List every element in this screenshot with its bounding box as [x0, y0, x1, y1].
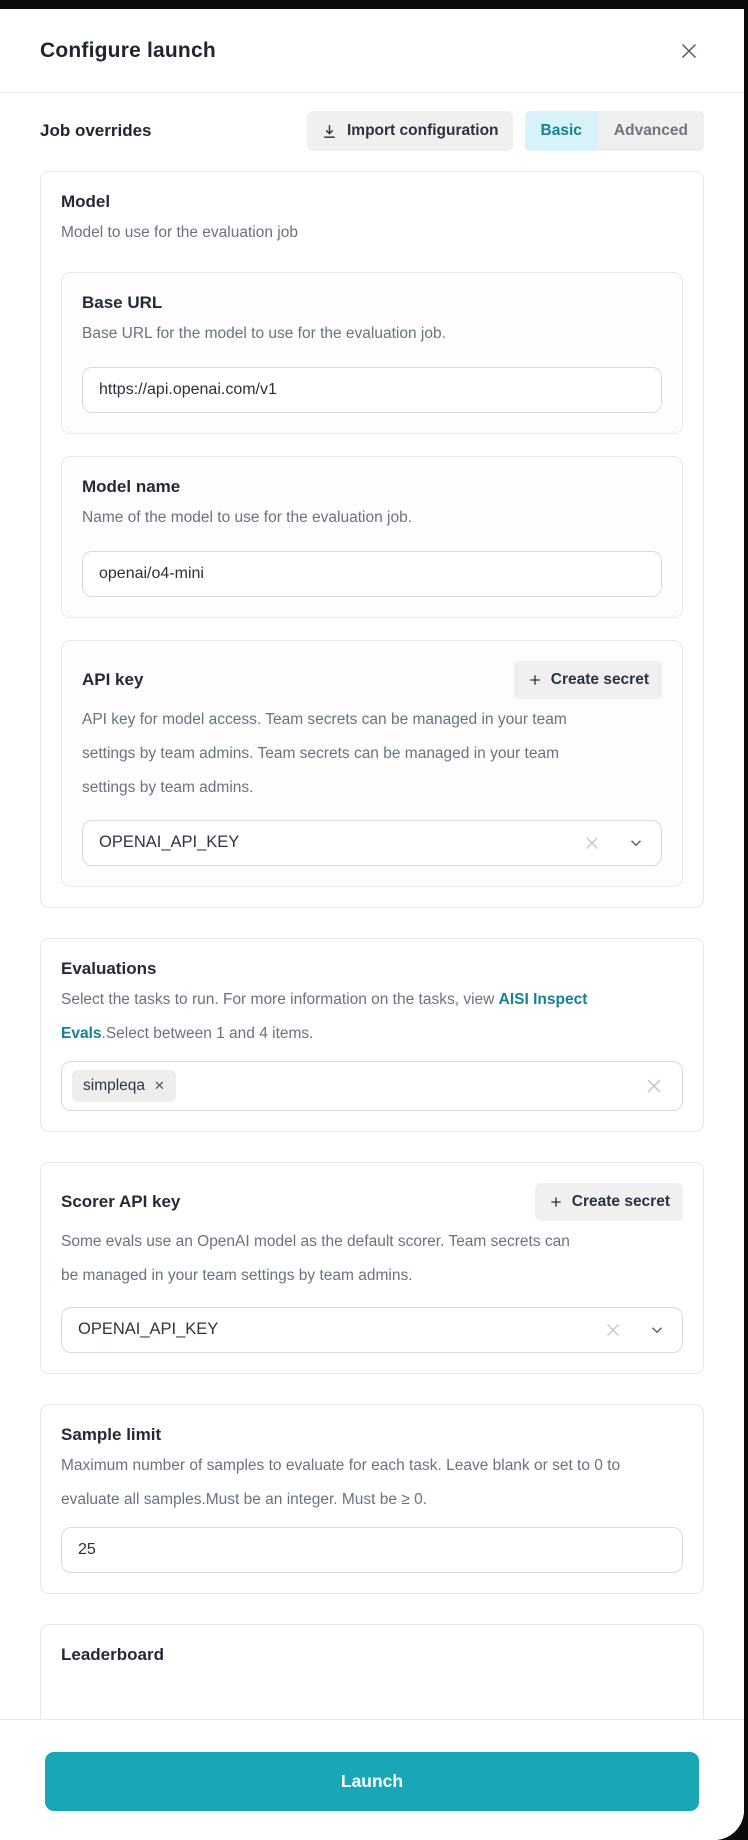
- sample-limit-input[interactable]: [61, 1527, 683, 1573]
- sample-limit-title: Sample limit: [61, 1424, 162, 1444]
- tab-advanced[interactable]: Advanced: [598, 111, 704, 151]
- api-key-select-value: OPENAI_API_KEY: [99, 833, 240, 852]
- clear-icon[interactable]: [602, 1319, 624, 1341]
- model-name-field-group: [61, 456, 683, 618]
- scorer-api-key-select[interactable]: [61, 1307, 683, 1353]
- clear-icon[interactable]: [642, 1074, 666, 1098]
- clear-icon[interactable]: [581, 832, 603, 854]
- plus-icon: [548, 1194, 564, 1210]
- launch-button[interactable]: Launch: [45, 1752, 699, 1811]
- chevron-down-icon[interactable]: [627, 834, 645, 852]
- base-url-description: Base URL for the model to use for the evaluation job.: [82, 325, 446, 343]
- plus-icon: [527, 672, 543, 688]
- model-name-label: Model name: [82, 477, 181, 497]
- task-chip-label: simpleqa: [83, 1076, 146, 1094]
- base-url-field-group: [61, 272, 683, 434]
- scorer-api-key-section: [40, 1162, 704, 1374]
- tab-basic[interactable]: Basic: [525, 111, 598, 151]
- mode-toggle: [525, 111, 704, 151]
- form-scroll-area[interactable]: [0, 151, 744, 1719]
- leaderboard-section: [40, 1624, 704, 1719]
- evaluations-title: Evaluations: [61, 958, 157, 978]
- create-secret-button[interactable]: [514, 661, 662, 699]
- api-key-label: API key: [82, 670, 144, 690]
- base-url-input[interactable]: [82, 367, 662, 413]
- model-name-input[interactable]: [82, 551, 662, 597]
- import-configuration-button[interactable]: [307, 111, 513, 151]
- model-section: [40, 171, 704, 908]
- chip-remove-icon[interactable]: ✕: [154, 1078, 165, 1094]
- create-secret-label: Create secret: [550, 671, 649, 689]
- evaluations-description: [61, 983, 621, 1051]
- create-secret-label: Create secret: [571, 1192, 670, 1210]
- create-secret-button[interactable]: [535, 1183, 683, 1221]
- scorer-select-value: OPENAI_API_KEY: [78, 1320, 219, 1339]
- model-name-description: Name of the model to use for the evaluation job.: [82, 509, 413, 527]
- close-button[interactable]: [674, 36, 704, 66]
- sample-limit-section: [40, 1404, 704, 1594]
- scorer-api-key-title: Scorer API key: [61, 1191, 181, 1211]
- evaluations-description-suffix: .Select between 1 and 4 items.: [101, 1024, 314, 1042]
- evaluations-section: [40, 938, 704, 1132]
- modal-footer: [0, 1719, 744, 1840]
- evaluations-description-text: Select the tasks to run. For more information on the tasks, view: [61, 990, 499, 1008]
- api-key-description: API key for model access. Team secrets can be managed in your team settings by team admins. Team secrets can be managed in your team settings by team admins.: [82, 711, 567, 797]
- job-overrides-toolbar: [40, 111, 704, 151]
- model-section-description: Model to use for the evaluation job: [61, 224, 298, 241]
- tasks-multiselect[interactable]: [61, 1061, 683, 1111]
- import-configuration-label: Import configuration: [346, 122, 499, 139]
- configure-launch-modal: [0, 9, 744, 1840]
- leaderboard-title: Leaderboard: [61, 1645, 164, 1665]
- page-title: Configure launch: [40, 39, 216, 62]
- scorer-description: Some evals use an OpenAI model as the default scorer. Team secrets can be managed in your team settings by team admins.: [61, 1232, 570, 1284]
- api-key-select[interactable]: [82, 820, 662, 866]
- model-section-title: Model: [61, 192, 111, 211]
- chevron-down-icon[interactable]: [648, 1321, 666, 1339]
- modal-header: [0, 9, 744, 93]
- base-url-label: Base URL: [82, 293, 163, 313]
- close-icon: [676, 38, 702, 64]
- download-icon: [321, 123, 338, 140]
- toolbar-actions: [307, 111, 704, 151]
- task-chip-simpleqa: [72, 1070, 176, 1102]
- api-key-field-group: [61, 640, 683, 886]
- job-overrides-heading: Job overrides: [40, 121, 152, 140]
- sample-limit-description: Maximum number of samples to evaluate for each task. Leave blank or set to 0 to evaluate all samples.Must be an integer. Must be ≥ 0.: [61, 1456, 621, 1509]
- aisi-inspect-evals-link[interactable]: AISI Inspect Evals: [61, 990, 588, 1042]
